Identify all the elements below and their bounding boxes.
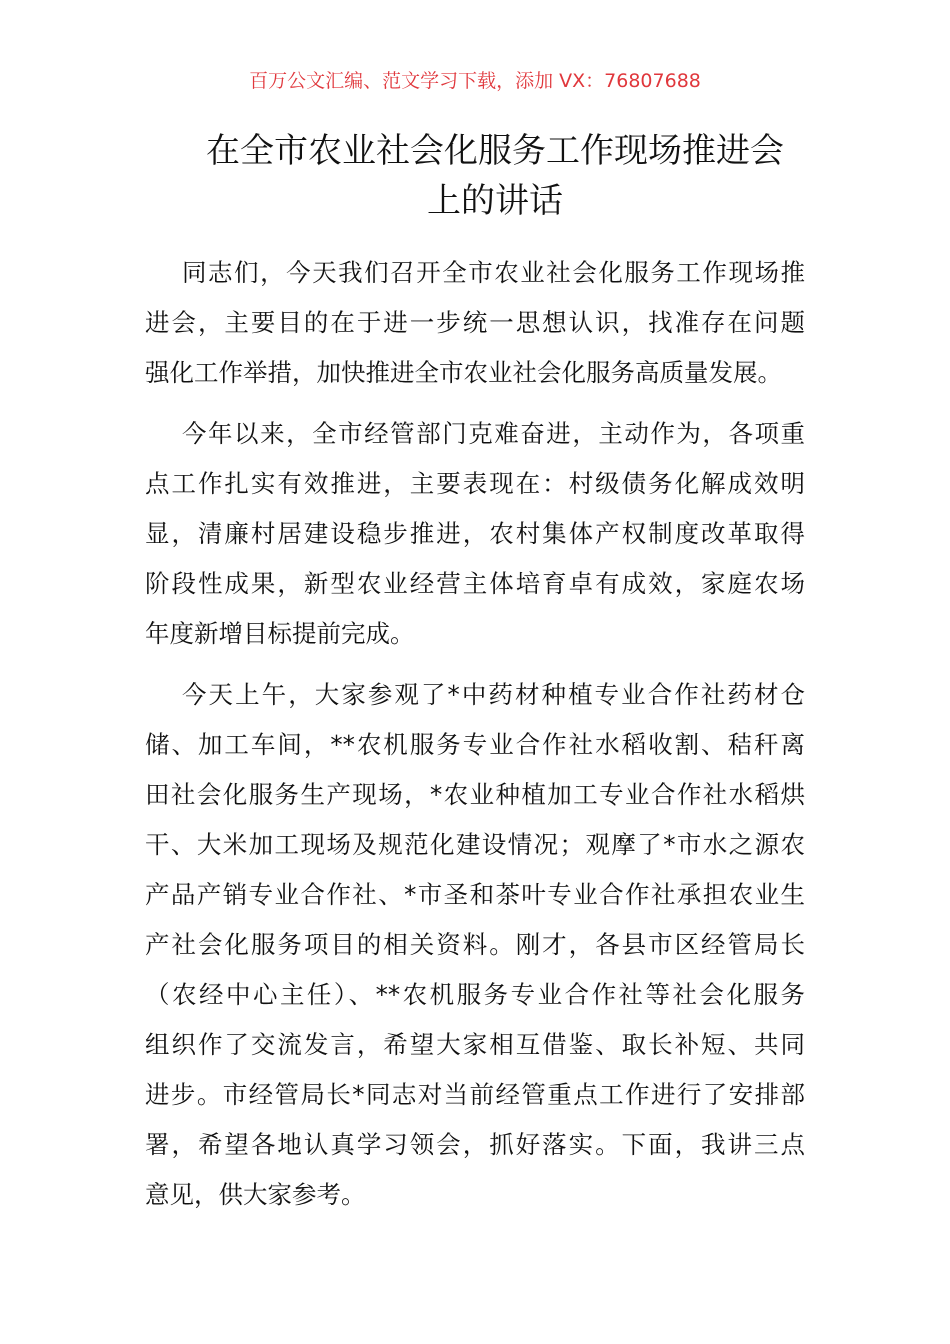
paragraph-line: 强化工作举措，加快推进全市农业社会化服务高质量发展。 [145, 358, 782, 387]
paragraph-line: 点工作扎实有效推进，主要表现在：村级债务化解成效明 [145, 469, 805, 498]
paragraph [145, 248, 805, 398]
paragraph-line: 组织作了交流发言，希望大家相互借鉴、取长补短、共同 [145, 1030, 805, 1059]
paragraph-line: 意见，供大家参考。 [145, 1180, 366, 1209]
paragraph-line: 今年以来，全市经管部门克难奋进，主动作为，各项重 [182, 419, 805, 448]
paragraph [145, 409, 805, 659]
paragraph-line: 干、大米加工现场及规范化建设情况；观摩了*市水之源农 [145, 830, 805, 859]
paragraph-line: 田社会化服务生产现场，*农业种植加工专业合作社水稻烘 [145, 780, 805, 809]
paragraph-line: （农经中心主任）、**农机服务专业合作社等社会化服务 [145, 980, 805, 1009]
paragraph-line: 同志们，今天我们召开全市农业社会化服务工作现场推 [182, 258, 805, 287]
paragraph-line: 署，希望各地认真学习领会，抓好落实。下面，我讲三点 [145, 1130, 805, 1159]
document-title [180, 126, 810, 226]
watermark-header: 百万公文汇编、范文学习下载，添加 VX：76807688 [249, 70, 701, 92]
document-body [145, 248, 805, 1231]
paragraph-line: 年度新增目标提前完成。 [145, 619, 415, 648]
paragraph-line: 进会，主要目的在于进一步统一思想认识，找准存在问题 [145, 308, 805, 337]
paragraph-line: 今天上午，大家参观了*中药材种植专业合作社药材仓 [182, 680, 805, 709]
title-line-1: 在全市农业社会化服务工作现场推进会 [206, 131, 784, 171]
paragraph-line: 产品产销专业合作社、*市圣和茶叶专业合作社承担农业生 [145, 880, 805, 909]
paragraph-line: 产社会化服务项目的相关资料。刚才，各县市区经管局长 [145, 930, 805, 959]
title-line-2: 上的讲话 [427, 181, 563, 221]
paragraph [145, 670, 805, 1220]
paragraph-line: 储、加工车间，**农机服务专业合作社水稻收割、秸秆离 [145, 730, 805, 759]
paragraph-line: 进步。市经管局长*同志对当前经管重点工作进行了安排部 [145, 1080, 805, 1109]
paragraph-line: 显，清廉村居建设稳步推进，农村集体产权制度改革取得 [145, 519, 805, 548]
paragraph-line: 阶段性成果，新型农业经营主体培育卓有成效，家庭农场 [145, 569, 805, 598]
